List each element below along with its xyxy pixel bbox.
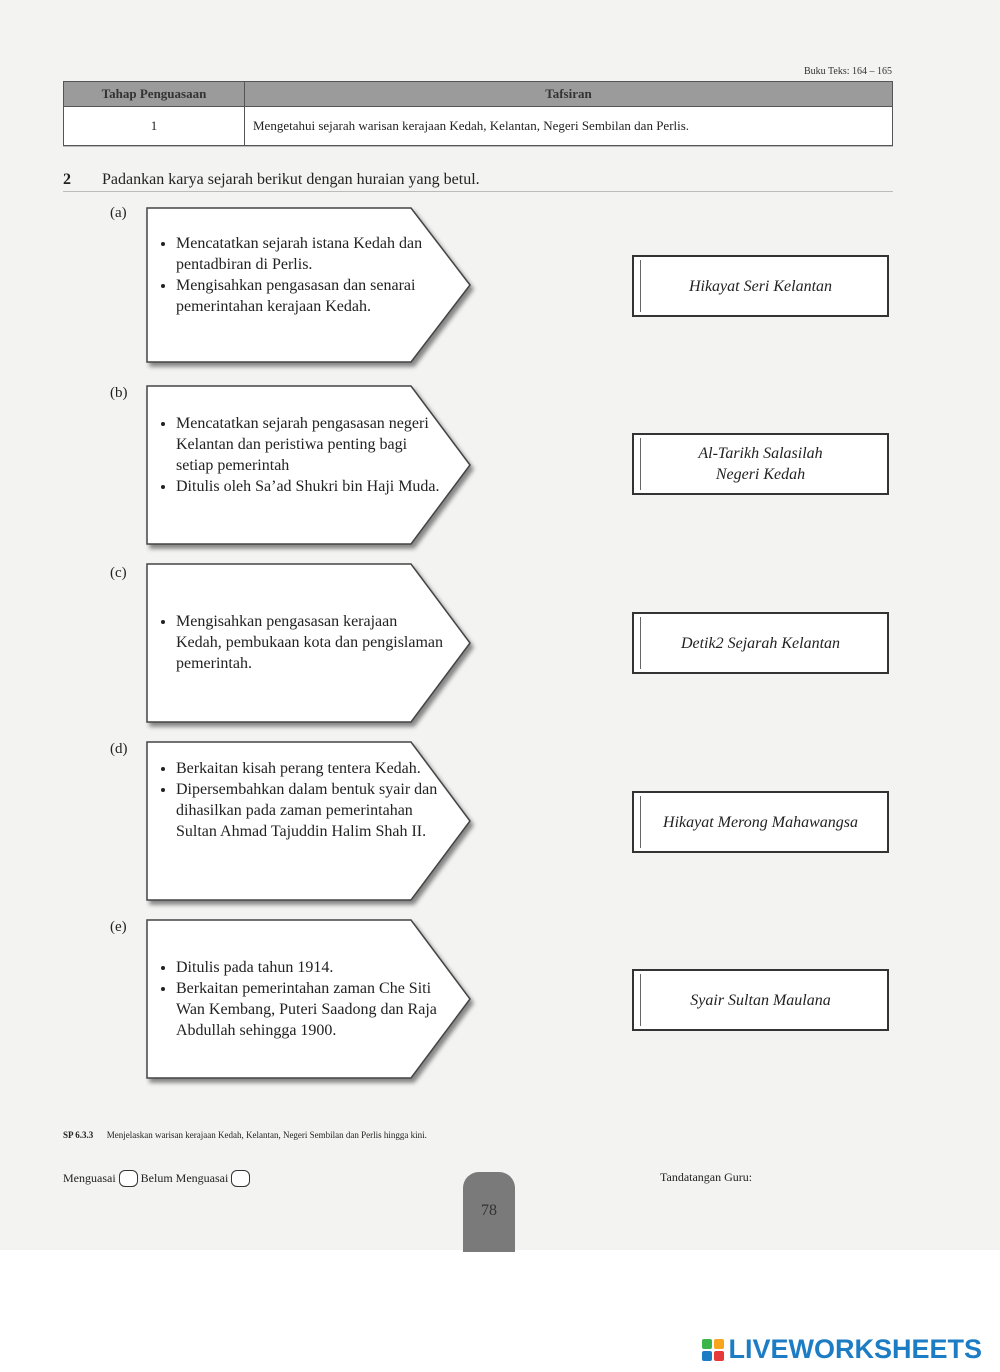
question-instruction: Padankan karya sejarah berikut dengan huraian yang betul. bbox=[102, 171, 480, 188]
mastery-status bbox=[63, 1170, 250, 1187]
option-text: Al-Tarikh Salasilah bbox=[698, 445, 823, 462]
header-level: Tahap Penguasaan bbox=[64, 82, 245, 107]
description-box-a[interactable] bbox=[146, 207, 476, 363]
description-box-d[interactable] bbox=[146, 741, 476, 901]
list-item: • Mencatatkan sejarah pengasasan negeri Kelantan dan peristiwa penting bagi setiap pemerintah bbox=[176, 413, 446, 476]
item-label-d: (d) bbox=[110, 741, 128, 757]
standard-text: Menjelaskan warisan kerajaan Kedah, Kelantan, Negeri Sembilan dan Perlis hingga kini. bbox=[106, 1130, 427, 1140]
item-label-b: (b) bbox=[110, 385, 128, 401]
option-box-4[interactable] bbox=[632, 791, 889, 853]
teacher-signature-label: Tandatangan Guru: bbox=[660, 1170, 753, 1184]
level-cell: 1 bbox=[64, 107, 245, 146]
option-text: Detik2 Sejarah Kelantan bbox=[680, 634, 841, 652]
option-text: Hikayat Seri Kelantan bbox=[688, 277, 833, 295]
option-box-3[interactable] bbox=[632, 612, 889, 674]
mastery-table bbox=[63, 81, 893, 146]
option-box-5[interactable] bbox=[632, 969, 889, 1031]
option-box-2[interactable] bbox=[632, 433, 889, 495]
option-text: Hikayat Merong Mahawangsa bbox=[663, 813, 858, 831]
list-item: • Berkaitan pemerintahan zaman Che Siti Wan Kembang, Puteri Saadong dan Raja Abdullah sehingga 1900. bbox=[176, 978, 446, 1041]
header-interpretation: Tafsiran bbox=[245, 82, 893, 107]
standard-code: SP 6.3.3 bbox=[63, 1130, 94, 1140]
brand-name: LIVEWORKSHEETS bbox=[728, 1334, 982, 1364]
item-label-e: (e) bbox=[110, 919, 127, 935]
page-number-tab bbox=[463, 1172, 515, 1252]
mastered-radio[interactable] bbox=[119, 1170, 138, 1187]
mastered-label: Menguasai bbox=[63, 1171, 116, 1185]
not-mastered-radio[interactable] bbox=[231, 1170, 250, 1187]
list-item: • Mengisahkan pengasasan dan senarai pemerintahan kerajaan Kedah. bbox=[176, 275, 446, 317]
option-text: Syair Sultan Maulana bbox=[690, 991, 831, 1009]
list-item: • Dipersembahkan dalam bentuk syair dan dihasilkan pada zaman pemerintahan Sultan Ahmad Tajuddin Halim Shah II. bbox=[176, 779, 446, 842]
table-row bbox=[64, 107, 893, 146]
item-label-a: (a) bbox=[110, 205, 127, 221]
liveworksheets-logo bbox=[702, 1334, 982, 1365]
page-number: 78 bbox=[481, 1202, 497, 1219]
interpretation-cell: Mengetahui sejarah warisan kerajaan Kedah, Kelantan, Negeri Sembilan dan Perlis. bbox=[245, 107, 893, 146]
question-number: 2 bbox=[63, 171, 71, 188]
list-item: • Mengisahkan pengasasan kerajaan Kedah, pembukaan kota dan pengislaman pemerintah. bbox=[176, 611, 446, 674]
description-box-b[interactable] bbox=[146, 385, 476, 545]
description-box-c[interactable] bbox=[146, 563, 476, 723]
item-label-c: (c) bbox=[110, 565, 127, 581]
textbook-reference: Buku Teks: 164 – 165 bbox=[803, 66, 892, 77]
not-mastered-label: Belum Menguasai bbox=[140, 1171, 229, 1185]
brand-icon bbox=[702, 1339, 724, 1361]
list-item: • Berkaitan kisah perang tentera Kedah. bbox=[176, 758, 446, 779]
list-item: • Mencatatkan sejarah istana Kedah dan pentadbiran di Perlis. bbox=[176, 233, 446, 275]
list-item: • Ditulis pada tahun 1914. bbox=[176, 957, 446, 978]
list-item: • Ditulis oleh Sa’ad Shukri bin Haji Muda. bbox=[176, 476, 446, 497]
option-box-1[interactable] bbox=[632, 255, 889, 317]
description-box-e[interactable] bbox=[146, 919, 476, 1079]
learning-standard bbox=[63, 1130, 427, 1140]
option-text-line2: Negeri Kedah bbox=[715, 466, 806, 483]
